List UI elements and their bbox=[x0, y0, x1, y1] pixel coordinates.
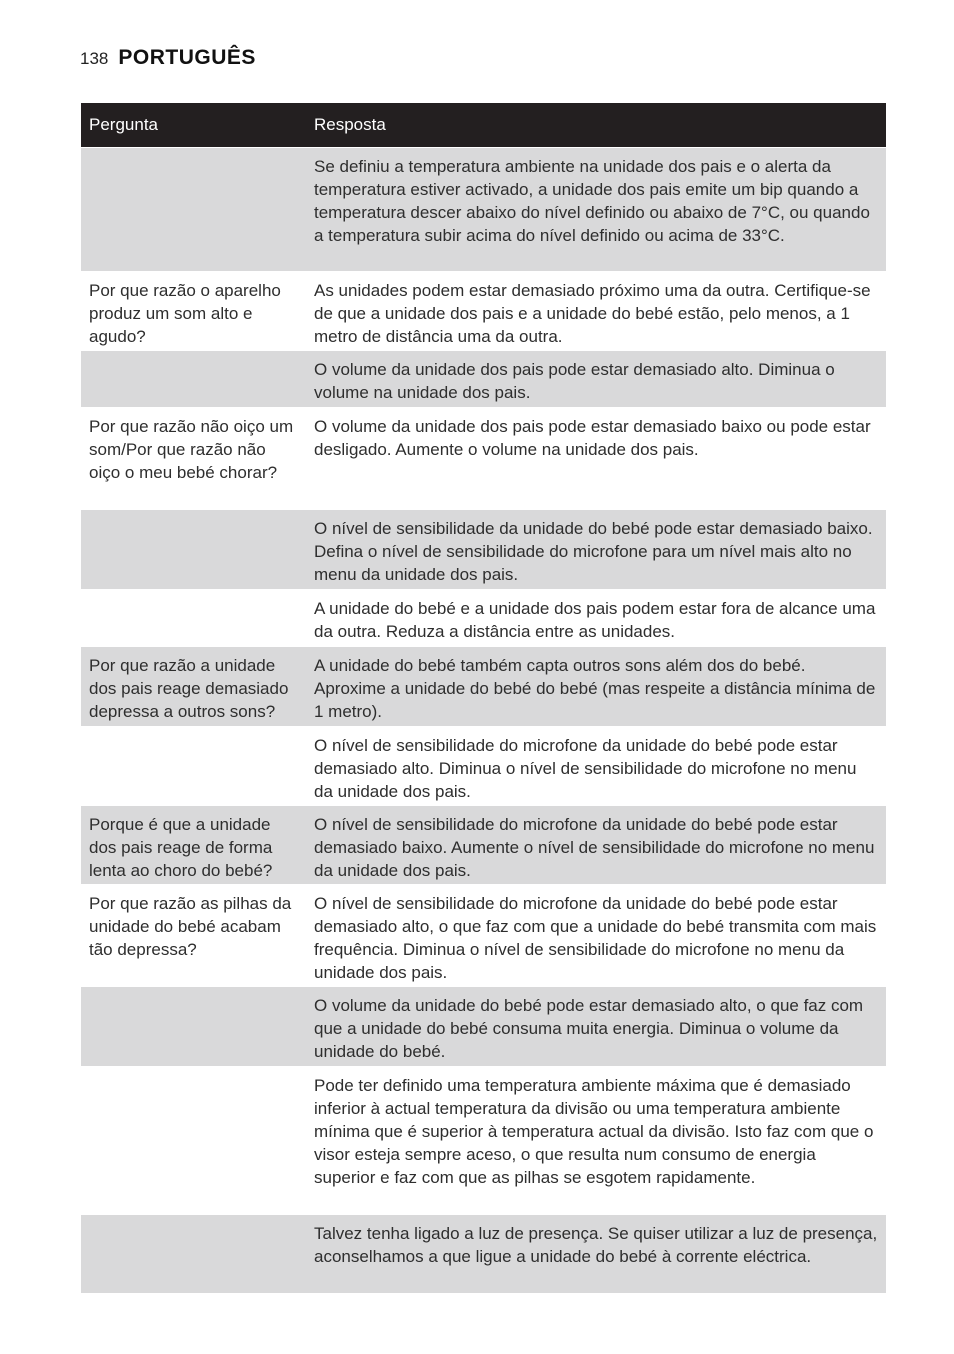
question-cell bbox=[81, 727, 305, 805]
table-row bbox=[81, 646, 886, 726]
section-title: PORTUGUÊS bbox=[118, 46, 256, 69]
question-cell: Por que razão as pilhas da unidade do bebé acabam tão depressa? bbox=[89, 894, 292, 959]
answer-cell: O nível de sensibilidade da unidade do bebé pode estar demasiado baixo. Defina o nível de sensibilidade do microfone para um nível mais alto no menu da unidade dos pais. bbox=[314, 519, 873, 584]
question-cell bbox=[81, 148, 305, 271]
answer-cell: O volume da unidade dos pais pode estar demasiado baixo ou pode estar desligado. Aumente o volume na unidade dos pais. bbox=[314, 417, 871, 459]
answer-cell: A unidade do bebé e a unidade dos pais podem estar fora de alcance uma da outra. Reduza a distância entre as unidades. bbox=[314, 599, 876, 641]
answer-cell: As unidades podem estar demasiado próximo uma da outra. Certifique-se de que a unidade dos pais e a unidade do bebé estão, pelo menos, a 1 metro de distância uma da outra. bbox=[314, 281, 871, 346]
table-row bbox=[81, 884, 886, 986]
question-cell: Por que razão a unidade dos pais reage demasiado depressa a outros sons? bbox=[89, 656, 289, 721]
question-cell bbox=[81, 590, 305, 646]
column-header-question: Pergunta bbox=[89, 115, 158, 134]
answer-cell: O nível de sensibilidade do microfone da unidade do bebé pode estar demasiado alto, o que faz com que a unidade do bebé transmita com mais frequência. Diminua o nível de sensibilidade do microfone no menu da unidade dos pais. bbox=[314, 894, 877, 982]
page-number: 138 bbox=[80, 49, 109, 68]
question-cell: Por que razão o aparelho produz um som alto e agudo? bbox=[89, 281, 281, 346]
table-row bbox=[81, 805, 886, 884]
faq-table bbox=[81, 103, 886, 1293]
question-cell bbox=[81, 987, 305, 1066]
answer-cell: Se definiu a temperatura ambiente na unidade dos pais e o alerta da temperatura estiver activado, a unidade dos pais emite um bip quando a temperatura descer abaixo do nível definido ou abaixo de 7°C, ou quando a temperatura subir acima do nível definido ou acima de 33°C. bbox=[314, 157, 870, 245]
table-row bbox=[81, 271, 886, 350]
question-cell: Por que razão não oiço um som/Por que razão não oiço o meu bebé chorar? bbox=[89, 417, 294, 482]
answer-cell: Pode ter definido uma temperatura ambiente máxima que é demasiado inferior à actual temperatura da divisão ou uma temperatura ambiente mínima que é superior à temperatura actual da divisão. Isto faz com que o visor esteja sempre aceso, o que resulta num consumo de energia superior e faz com que as pilhas se esgotem rapidamente. bbox=[314, 1076, 874, 1187]
question-cell: Porque é que a unidade dos pais reage de forma lenta ao choro do bebé? bbox=[89, 815, 273, 880]
answer-cell: O volume da unidade do bebé pode estar demasiado alto, o que faz com que a unidade do bebé consuma muita energia. Diminua o volume da unidade do bebé. bbox=[314, 996, 864, 1061]
answer-cell: O volume da unidade dos pais pode estar demasiado alto. Diminua o volume na unidade dos pais. bbox=[314, 360, 835, 402]
page-header bbox=[80, 46, 256, 76]
table-row bbox=[81, 1214, 886, 1293]
answer-cell: O nível de sensibilidade do microfone da unidade do bebé pode estar demasiado alto. Diminua o nível de sensibilidade do microfone no menu da unidade dos pais. bbox=[314, 736, 857, 801]
question-cell bbox=[81, 1215, 305, 1293]
table-row bbox=[81, 589, 886, 646]
table-row bbox=[81, 407, 886, 509]
column-header-answer: Resposta bbox=[314, 115, 386, 134]
question-cell bbox=[81, 1067, 305, 1214]
answer-cell: A unidade do bebé também capta outros sons além dos do bebé. Aproxime a unidade do bebé do bebé (mas respeite a distância mínima de 1 metro). bbox=[314, 656, 876, 721]
question-cell bbox=[81, 510, 305, 589]
table-row bbox=[81, 350, 886, 407]
table-row bbox=[81, 147, 886, 271]
question-cell bbox=[81, 351, 305, 407]
table-row bbox=[81, 726, 886, 805]
answer-cell: O nível de sensibilidade do microfone da unidade do bebé pode estar demasiado baixo. Aumente o nível de sensibilidade do microfone no menu da unidade dos pais. bbox=[314, 815, 875, 880]
table-header bbox=[81, 103, 886, 147]
table-row bbox=[81, 986, 886, 1066]
table-row bbox=[81, 1066, 886, 1214]
table-row bbox=[81, 509, 886, 589]
answer-cell: Talvez tenha ligado a luz de presença. Se quiser utilizar a luz de presença, aconselhamos a que ligue a unidade do bebé à corrente eléctrica. bbox=[314, 1224, 878, 1266]
